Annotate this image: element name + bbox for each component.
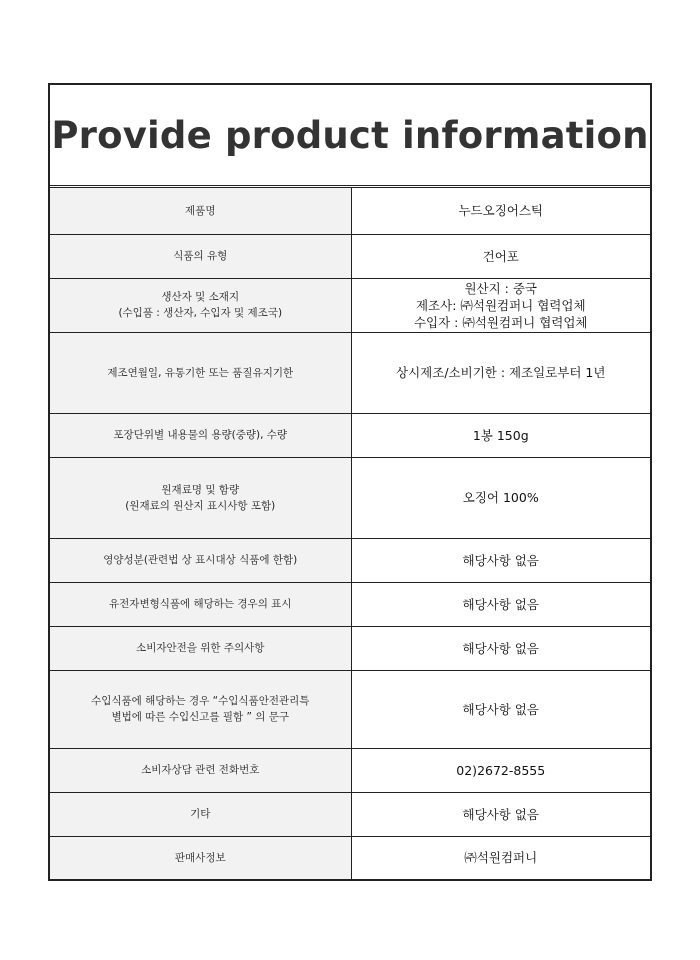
row-label-line: 판매사정보 <box>174 851 226 864</box>
row-label <box>50 278 351 332</box>
row-label-line: 유전자변형식품에 해당하는 경우의 표시 <box>109 598 292 610</box>
row-value-line: 원산지 : 중국 <box>464 280 538 296</box>
row-label-line: 제품명 <box>185 204 216 217</box>
row-label-line: 소비자안전을 위한 주의사항 <box>136 642 265 654</box>
row-label-line: 제조연월일, 유통기한 또는 품질유지기한 <box>107 366 294 379</box>
row-label-line: (수입품 : 생산자, 수입자 및 제조국) <box>118 307 283 319</box>
table-row <box>50 413 650 457</box>
row-value-line: 수입자 : ㈜석원컴퍼니 협력업체 <box>413 314 588 330</box>
row-value <box>351 457 650 538</box>
row-value <box>351 413 650 457</box>
row-label <box>50 626 351 670</box>
row-value <box>351 626 650 670</box>
row-label-line: 포장단위별 내용물의 용량(중량), 수량 <box>113 429 288 441</box>
row-value-line: 해당사항 없음 <box>462 596 539 612</box>
row-label <box>50 582 351 626</box>
row-label <box>50 538 351 582</box>
product-info-table <box>50 188 650 879</box>
table-row <box>50 582 650 626</box>
table-row <box>50 457 650 538</box>
row-label <box>50 457 351 538</box>
row-value <box>351 538 650 582</box>
row-value <box>351 582 650 626</box>
row-label <box>50 332 351 413</box>
title-box <box>50 85 650 188</box>
row-label-line: 수입식품에 해당하는 경우 “수입식품안전관리특 <box>91 695 310 707</box>
row-label <box>50 748 351 792</box>
row-value-line: 제조사: ㈜석원컴퍼니 협력업체 <box>415 297 586 313</box>
row-value <box>351 748 650 792</box>
table-row <box>50 836 650 879</box>
row-value-line: 해당사항 없음 <box>462 806 539 822</box>
row-value-line: 해당사항 없음 <box>462 640 539 656</box>
row-value-line: 해당사항 없음 <box>462 701 539 717</box>
row-value <box>351 332 650 413</box>
row-value-line: 누드오징어스틱 <box>458 203 544 219</box>
table-row <box>50 188 650 234</box>
row-label <box>50 670 351 748</box>
row-value-line: 건어포 <box>482 248 519 264</box>
row-label-line: (원재료의 원산지 표시사항 포함) <box>125 499 276 512</box>
row-value <box>351 188 650 234</box>
row-value <box>351 836 650 879</box>
row-value <box>351 278 650 332</box>
table-row <box>50 626 650 670</box>
table-body <box>50 188 650 879</box>
product-info-sheet <box>48 83 652 881</box>
table-row <box>50 538 650 582</box>
row-label <box>50 413 351 457</box>
table-row <box>50 234 650 278</box>
row-value <box>351 234 650 278</box>
row-value-line: 오징어 100% <box>462 490 539 505</box>
table-row <box>50 332 650 413</box>
table-row <box>50 792 650 836</box>
table-row <box>50 748 650 792</box>
row-value-line: 상시제조/소비기한 : 제조일로부터 1년 <box>396 365 606 380</box>
row-value-line: ㈜석원컴퍼니 <box>464 850 538 866</box>
row-label <box>50 836 351 879</box>
row-label <box>50 188 351 234</box>
row-label-line: 기타 <box>190 808 211 820</box>
table-row <box>50 670 650 748</box>
row-label-line: 별법에 따른 수입신고를 필함 ” 의 문구 <box>111 711 290 723</box>
row-label-line: 생산자 및 소재지 <box>161 291 240 303</box>
table-row <box>50 278 650 332</box>
row-label <box>50 792 351 836</box>
row-value-line: 1봉 150g <box>472 427 529 443</box>
row-label <box>50 234 351 278</box>
row-label-line: 원재료명 및 함량 <box>161 483 240 496</box>
page-title: Provide product information <box>51 113 649 157</box>
row-label-line: 식품의 유형 <box>173 250 228 262</box>
row-label-line: 소비자상담 관련 전화번호 <box>141 764 260 776</box>
row-value <box>351 792 650 836</box>
row-value-line: 해당사항 없음 <box>462 552 539 568</box>
row-label-line: 영양성분(관련법 상 표시대상 식품에 한함) <box>103 554 298 566</box>
row-value-line: 02)2672-8555 <box>456 762 546 778</box>
row-value <box>351 670 650 748</box>
